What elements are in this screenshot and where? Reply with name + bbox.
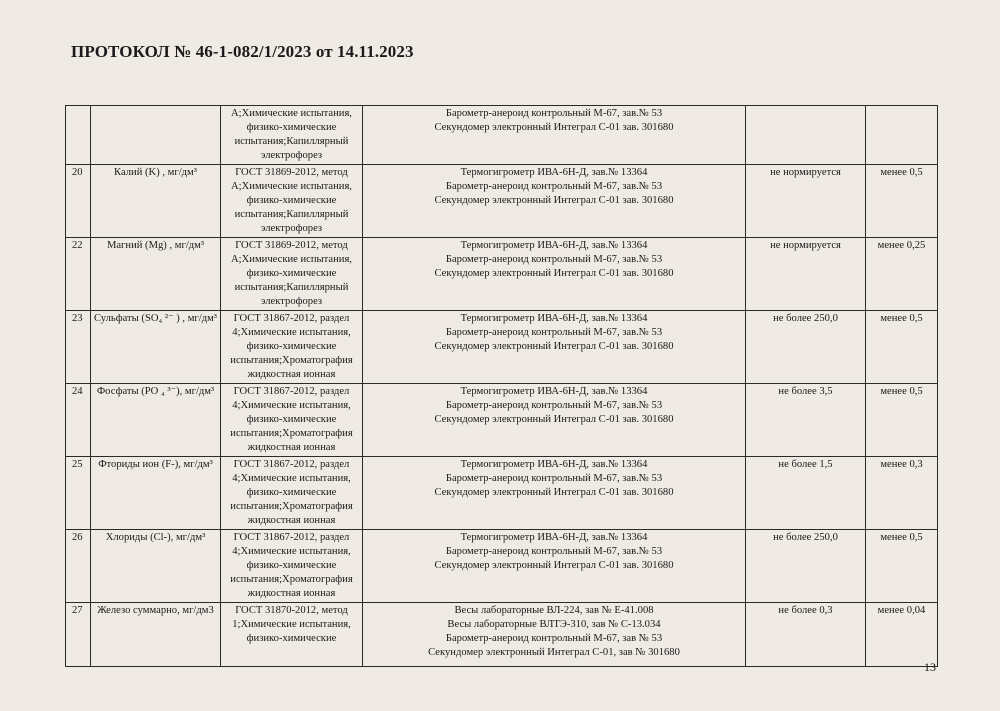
cell-indicator (91, 106, 221, 165)
cell-norm: не более 1,5 (746, 457, 866, 530)
method-line: испытания;Хроматография (230, 574, 353, 585)
equipment-line: Секундомер электронный Интеграл С-01 зав. 301680 (434, 341, 674, 352)
equipment-line: Барометр-анероид контрольный М-67, зав.№ 53 (445, 181, 663, 192)
equipment-line: Секундомер электронный Интеграл С-01 зав. 301680 (434, 560, 674, 571)
cell-result: менее 0,5 (866, 530, 938, 603)
method-line: испытания;Хроматография (230, 355, 353, 366)
method-line: физико-химические (246, 414, 337, 425)
method-line: электрофорез (260, 296, 323, 307)
cell-number: 23 (66, 311, 91, 384)
cell-norm: не более 250,0 (746, 311, 866, 384)
cell-equipment (363, 384, 746, 457)
cell-result (866, 106, 938, 165)
method-line: испытания;Капиллярный (234, 209, 349, 220)
method-line: ГОСТ 31867-2012, раздел (233, 459, 350, 470)
cell-result: менее 0,5 (866, 311, 938, 384)
method-line: жидкостная ионная (247, 588, 336, 599)
equipment-line: Барометр-анероид контрольный М-67, зав.№ 53 (445, 400, 663, 411)
cell-method (221, 106, 363, 165)
method-line: физико-химические (246, 195, 337, 206)
table-row (66, 238, 938, 311)
equipment-line: Барометр-анероид контрольный М-67, зав.№ 53 (445, 327, 663, 338)
cell-equipment (363, 603, 746, 667)
cell-indicator: Хлориды (Cl-), мг/дм³ (91, 530, 221, 603)
cell-number: 27 (66, 603, 91, 667)
cell-number: 25 (66, 457, 91, 530)
cell-equipment (363, 530, 746, 603)
equipment-line: Весы лабораторные ВЛТЭ-310, зав № С-13.034 (447, 619, 661, 630)
equipment-line: Термогигрометр ИВА-6Н-Д, зав.№ 13364 (460, 313, 648, 324)
page-number: 13 (924, 660, 936, 674)
cell-method (221, 603, 363, 667)
method-line: ГОСТ 31870-2012, метод (235, 605, 348, 616)
table-row (66, 165, 938, 238)
table-row (66, 457, 938, 530)
method-line: физико-химические (246, 560, 337, 571)
equipment-line: Барометр-анероид контрольный М-67, зав.№ 53 (445, 254, 663, 265)
equipment-line: Термогигрометр ИВА-6Н-Д, зав.№ 13364 (460, 386, 648, 397)
table-row (66, 311, 938, 384)
cell-indicator: Калий (K) , мг/дм³ (91, 165, 221, 238)
cell-number: 24 (66, 384, 91, 457)
cell-norm: не более 3,5 (746, 384, 866, 457)
cell-equipment (363, 238, 746, 311)
cell-result: менее 0,5 (866, 384, 938, 457)
page-title: ПРОТОКОЛ № 46-1-082/1/2023 от 14.11.2023 (71, 42, 414, 61)
method-line: физико-химические (246, 122, 337, 133)
equipment-line: Секундомер электронный Интеграл С-01 зав. 301680 (434, 122, 674, 133)
cell-number: 20 (66, 165, 91, 238)
table-row (66, 530, 938, 603)
method-line: физико-химические (246, 487, 337, 498)
equipment-line: Секундомер электронный Интеграл С-01 зав. 301680 (434, 487, 674, 498)
cell-result: менее 0,25 (866, 238, 938, 311)
method-line: 4;Химические испытания, (232, 400, 351, 411)
cell-method (221, 165, 363, 238)
cell-number: 26 (66, 530, 91, 603)
cell-result: менее 0,04 (866, 603, 938, 667)
method-line: испытания;Хроматография (230, 428, 353, 439)
cell-indicator: Фосфаты (PO ₄ ³⁻), мг/дм³ (91, 384, 221, 457)
equipment-line: Термогигрометр ИВА-6Н-Д, зав.№ 13364 (460, 459, 648, 470)
cell-norm: не нормируется (746, 238, 866, 311)
equipment-line: Барометр-анероид контрольный М-67, зав № 53 (445, 633, 663, 644)
method-line: А;Химические испытания, (231, 108, 352, 119)
method-line: ГОСТ 31867-2012, раздел (233, 532, 350, 543)
method-line: жидкостная ионная (247, 442, 336, 453)
cell-norm: не нормируется (746, 165, 866, 238)
method-line: испытания;Капиллярный (234, 136, 349, 147)
cell-norm: не более 250,0 (746, 530, 866, 603)
method-line: А;Химические испытания, (231, 254, 352, 265)
method-line: А;Химические испытания, (231, 181, 352, 192)
equipment-line: Термогигрометр ИВА-6Н-Д, зав.№ 13364 (460, 532, 648, 543)
method-line: электрофорез (260, 150, 323, 161)
table-row (66, 106, 938, 165)
cell-equipment (363, 311, 746, 384)
equipment-line: Термогигрометр ИВА-6Н-Д, зав.№ 13364 (460, 167, 648, 178)
cell-number: 22 (66, 238, 91, 311)
equipment-line: Секундомер электронный Интеграл С-01 зав. 301680 (434, 414, 674, 425)
equipment-line: Секундомер электронный Интеграл С-01 зав. 301680 (434, 268, 674, 279)
method-line: 1;Химические испытания, (232, 619, 351, 630)
cell-method (221, 457, 363, 530)
method-line: физико-химические (246, 341, 337, 352)
cell-number (66, 106, 91, 165)
equipment-line: Весы лабораторные ВЛ-224, зав № Е-41.008 (454, 605, 654, 616)
table-row (66, 603, 938, 667)
equipment-line: Барометр-анероид контрольный М-67, зав.№ 53 (445, 108, 663, 119)
method-line: жидкостная ионная (247, 515, 336, 526)
cell-method (221, 311, 363, 384)
method-line: жидкостная ионная (247, 369, 336, 380)
results-table (65, 105, 938, 667)
method-line: электрофорез (260, 223, 323, 234)
method-line: ГОСТ 31867-2012, раздел (233, 386, 350, 397)
method-line: 4;Химические испытания, (232, 327, 351, 338)
method-line: 4;Химические испытания, (232, 473, 351, 484)
cell-result: менее 0,5 (866, 165, 938, 238)
equipment-line: Барометр-анероид контрольный М-67, зав.№ 53 (445, 473, 663, 484)
cell-norm (746, 106, 866, 165)
cell-equipment (363, 165, 746, 238)
cell-equipment (363, 106, 746, 165)
cell-norm: не более 0,3 (746, 603, 866, 667)
cell-indicator: Фториды ион (F-), мг/дм³ (91, 457, 221, 530)
method-line: испытания;Капиллярный (234, 282, 349, 293)
cell-indicator: Сульфаты (SO₄ ²⁻ ) , мг/дм³ (91, 311, 221, 384)
table-row (66, 384, 938, 457)
method-line: ГОСТ 31869-2012, метод (235, 167, 348, 178)
cell-equipment (363, 457, 746, 530)
equipment-line: Секундомер электронный Интеграл С-01, зав № 301680 (428, 647, 680, 658)
method-line: испытания;Хроматография (230, 501, 353, 512)
equipment-line: Термогигрометр ИВА-6Н-Д, зав.№ 13364 (460, 240, 648, 251)
method-line: физико-химические (246, 633, 337, 644)
cell-result: менее 0,3 (866, 457, 938, 530)
equipment-line: Секундомер электронный Интеграл С-01 зав. 301680 (434, 195, 674, 206)
cell-indicator: Магний (Mg) , мг/дм³ (91, 238, 221, 311)
cell-method (221, 238, 363, 311)
cell-indicator: Железо суммарно, мг/дм3 (91, 603, 221, 667)
method-line: физико-химические (246, 268, 337, 279)
method-line: ГОСТ 31867-2012, раздел (233, 313, 350, 324)
method-line: 4;Химические испытания, (232, 546, 351, 557)
cell-method (221, 384, 363, 457)
method-line: ГОСТ 31869-2012, метод (235, 240, 348, 251)
cell-method (221, 530, 363, 603)
equipment-line: Барометр-анероид контрольный М-67, зав.№ 53 (445, 546, 663, 557)
